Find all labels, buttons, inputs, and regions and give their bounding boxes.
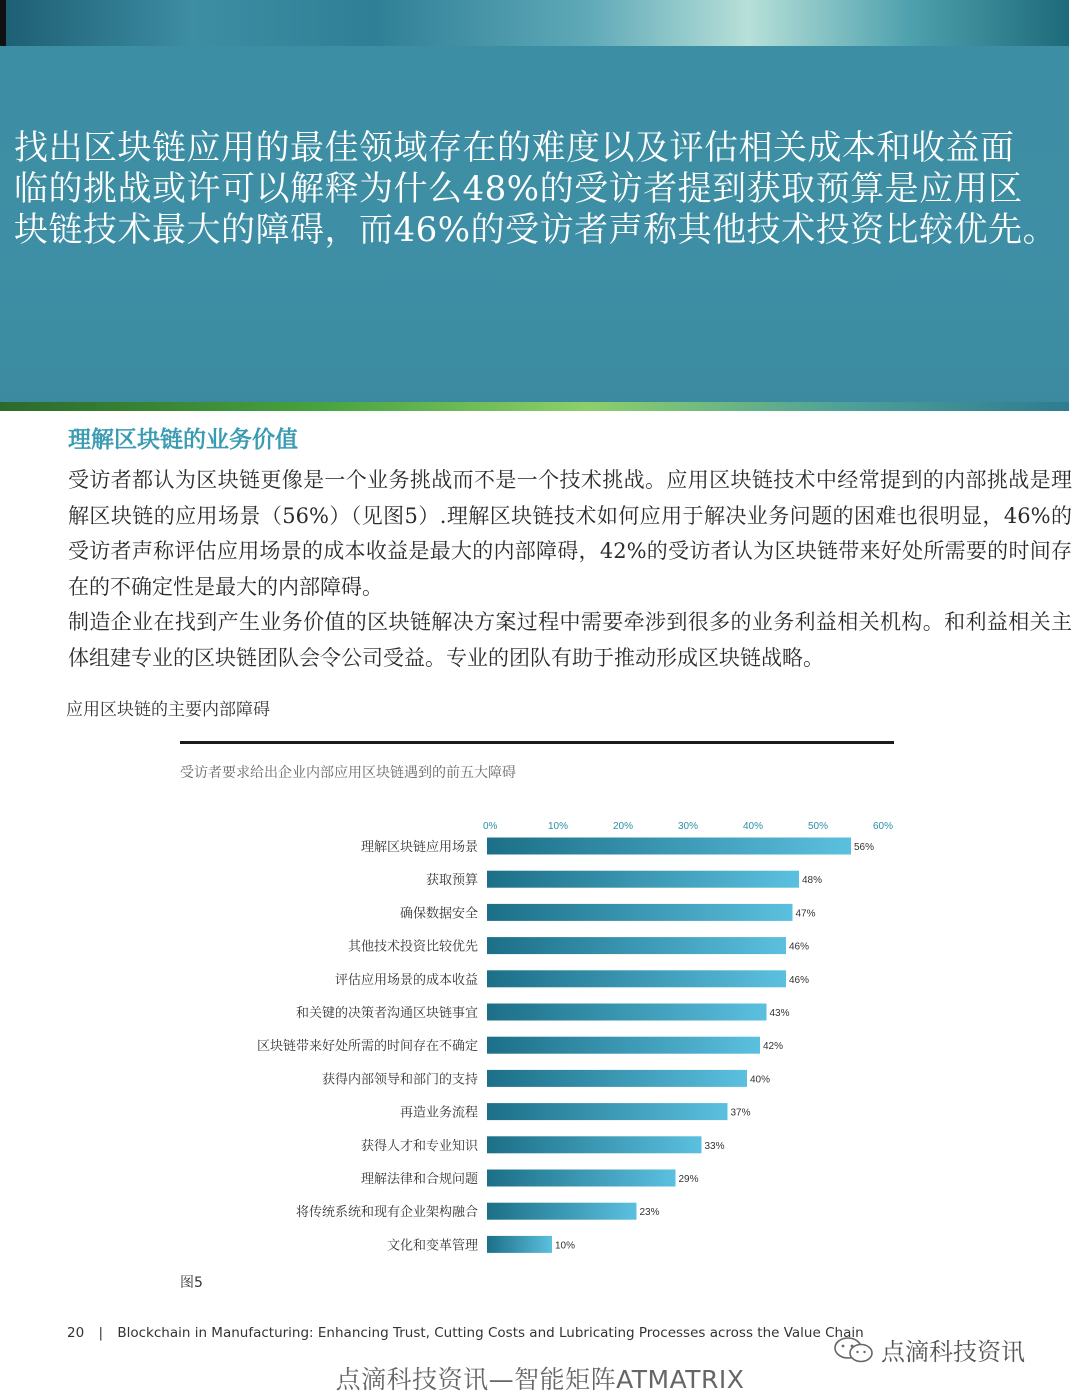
category-label: 获取预算	[425, 873, 478, 889]
data-label: 48%	[802, 875, 823, 887]
category-label: 获得人才和专业知识	[360, 1138, 478, 1154]
chart-subtitle: 受访者要求给出企业内部应用区块链遇到的前五大障碍	[180, 765, 516, 781]
x-tick-label: 60%	[873, 821, 894, 832]
data-label: 56%	[854, 842, 875, 853]
x-tick-label: 10%	[548, 821, 569, 832]
data-label: 42%	[763, 1041, 784, 1053]
data-label: 40%	[750, 1074, 771, 1086]
x-tick-label: 30%	[678, 821, 699, 832]
bar	[487, 1103, 728, 1120]
x-tick-label: 20%	[613, 821, 634, 832]
data-label: 23%	[639, 1207, 660, 1219]
x-tick-label: 50%	[808, 821, 829, 832]
footer-separator: |	[98, 1325, 104, 1341]
category-label: 获得内部领导和部门的支持	[321, 1072, 478, 1088]
bar	[487, 1136, 702, 1153]
category-label: 和关键的决策者沟通区块链事宜	[295, 1006, 478, 1021]
bar	[487, 1236, 552, 1253]
category-label: 文化和变革管理	[386, 1238, 478, 1254]
hero-bottom-strip	[0, 402, 1069, 411]
category-label: 将传统系统和现有企业架构融合	[295, 1205, 478, 1221]
page-footer	[67, 1325, 864, 1341]
category-label: 区块链带来好处所需的时间存在不确定	[256, 1039, 478, 1055]
bar	[487, 970, 786, 987]
wechat-account-name: 点滴科技资讯	[881, 1338, 1025, 1366]
data-label: 47%	[795, 908, 816, 920]
watermark: 点滴科技资讯—智能矩阵ATMATRIX	[335, 1365, 745, 1394]
figure-label: 图5	[180, 1275, 203, 1291]
hero-banner	[0, 0, 1069, 411]
category-label: 再造业务流程	[399, 1105, 478, 1121]
bar	[487, 871, 799, 888]
section-title: 理解区块链的业务价值	[68, 427, 298, 453]
data-label: 43%	[769, 1008, 790, 1019]
category-label: 理解区块链应用场景	[360, 840, 478, 855]
bar	[487, 1070, 747, 1087]
category-label: 评估应用场景的成本收益	[334, 972, 478, 988]
category-label: 理解法律和合规问题	[360, 1172, 478, 1187]
chart-caption: 应用区块链的主要内部障碍	[66, 700, 270, 720]
category-label: 其他技术投资比较优先	[347, 939, 478, 955]
bar	[487, 1037, 760, 1054]
body-text	[68, 463, 1072, 676]
paragraph-2: 制造企业在找到产生业务价值的区块链解决方案过程中需要牵涉到很多的业务利益相关机构。和利益相关主体组建专业的区块链团队会令公司受益。专业的团队有助于推动形成区块链战略。	[68, 610, 1072, 670]
bar	[487, 1203, 637, 1220]
chart-top-rule	[180, 741, 894, 744]
bar	[487, 1170, 676, 1187]
x-tick-label: 40%	[743, 821, 764, 832]
bar	[487, 904, 793, 921]
data-label: 46%	[789, 974, 810, 986]
bar	[487, 838, 851, 855]
bar-chart	[0, 810, 1080, 1260]
footer-title: Blockchain in Manufacturing: Enhancing Trust, Cutting Costs and Lubricating Processes across the Value Chain	[117, 1325, 864, 1341]
x-tick-label: 0%	[483, 821, 498, 832]
page-number: 20	[67, 1325, 85, 1341]
hero-quote: 找出区块链应用的最佳领域存在的难度以及评估相关成本和收益面 临的挑战或许可以解释为什么48%的受访者提到获取预算是应用区 块链技术最大的障碍，而46%的受访者声称其他技术投资比较优先。	[14, 128, 1058, 250]
paragraph-1: 受访者都认为区块链更像是一个业务挑战而不是一个技术挑战。应用区块链技术中经常提到的内部挑战是理解区块链的应用场景（56%）（见图5）.理解区块链技术如何应用于解决业务问题的困难也很明显，46%的受访者声称评估应用场景的成本收益是最大的内部障碍，42%的受访者认为区块链带来好处所需要的时间存在的不确定性是最大的内部障碍。	[68, 468, 1072, 599]
data-label: 10%	[555, 1240, 576, 1252]
data-label: 46%	[789, 941, 810, 953]
data-label: 37%	[730, 1107, 751, 1119]
data-label: 29%	[678, 1174, 699, 1185]
category-label: 确保数据安全	[399, 906, 478, 922]
data-label: 33%	[704, 1140, 725, 1152]
hero-top-image-strip	[0, 0, 1069, 46]
bar	[487, 937, 786, 954]
bar	[487, 1004, 767, 1021]
